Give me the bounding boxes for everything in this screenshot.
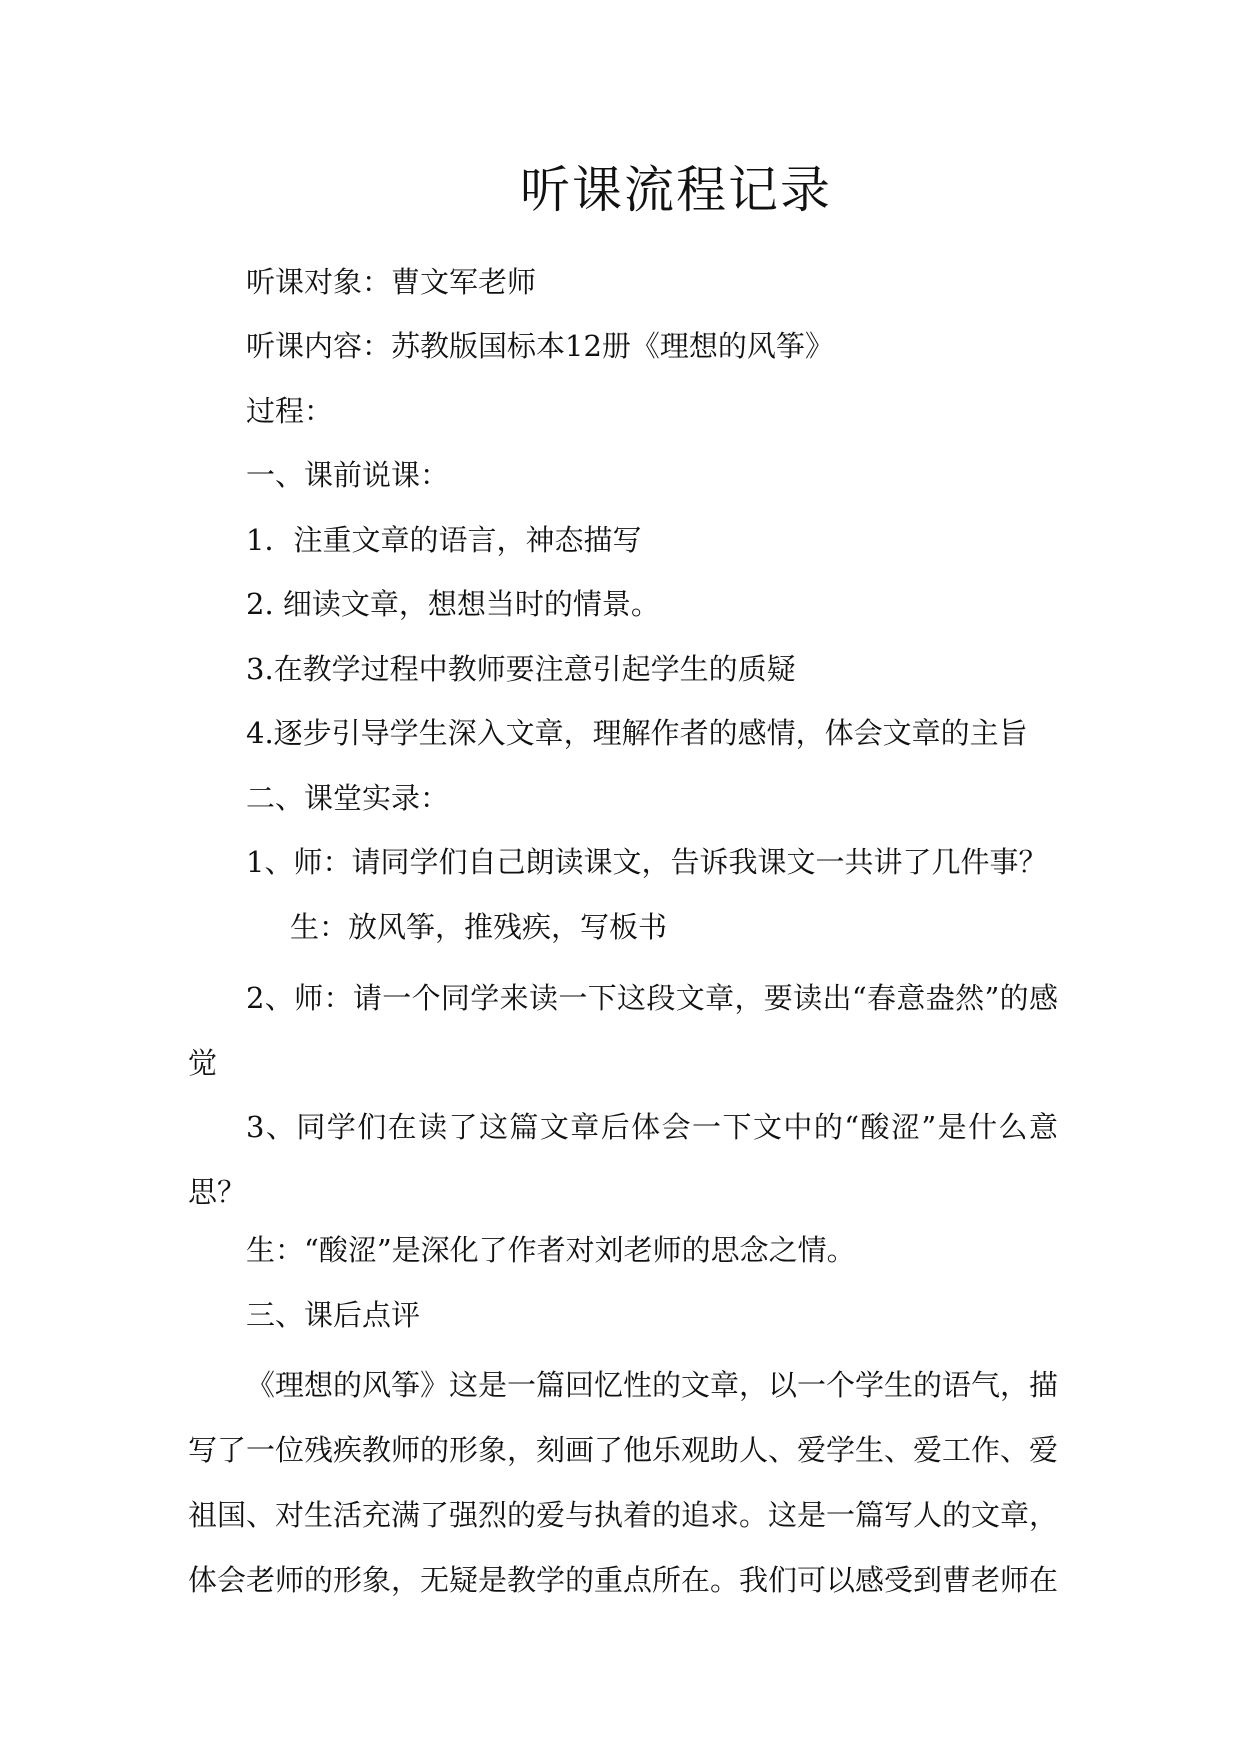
lesson-content: 听课内容：苏教版国标本12册《理想的风筝》 (246, 329, 834, 363)
classroom-answer: 生：放风筝，推残疾，写板书 (290, 910, 668, 944)
classroom-question: 1、师：请同学们自己朗读课文，告诉我课文一共讲了几件事？ (246, 845, 1048, 879)
review-paragraph: 《理想的风筝》这是一篇回忆性的文章，以一个学生的语气，描写了一位残疾教师的形象，刻画了他乐观助人、爱学生、爱工作、爱祖国、对生活充满了强烈的爱与执着的追求。这是一篇写人的文章，体会老师的形象，无疑是教学的重点所在。我们可以感受到曹老师在 (188, 1368, 1059, 1597)
lesson-target: 听课对象：曹文军老师 (246, 265, 537, 299)
pre-lesson-item: 4.逐步引导学生深入文章，理解作者的感情，体会文章的主旨 (246, 716, 1028, 750)
process-label: 过程： (246, 394, 334, 428)
section-heading-classroom: 二、课堂实录： (246, 781, 450, 815)
pre-lesson-item: 3.在教学过程中教师要注意引起学生的质疑 (246, 652, 796, 686)
pre-lesson-item: 1．注重文章的语言，神态描写 (246, 523, 642, 557)
section-heading-pre-lesson: 一、课前说课： (246, 458, 450, 492)
document-title: 听课流程记录 (520, 161, 832, 219)
classroom-question: 2、师：请一个同学来读一下这段文章，要读出“春意盎然”的感觉 (188, 981, 1058, 1080)
pre-lesson-item: 2. 细读文章，想想当时的情景。 (246, 587, 660, 621)
classroom-answer: 生：“酸涩”是深化了作者对刘老师的思念之情。 (246, 1233, 856, 1267)
classroom-question: 3、同学们在读了这篇文章后体会一下文中的“酸涩”是什么意思？ (188, 1110, 1058, 1209)
section-heading-review: 三、课后点评 (246, 1298, 421, 1332)
